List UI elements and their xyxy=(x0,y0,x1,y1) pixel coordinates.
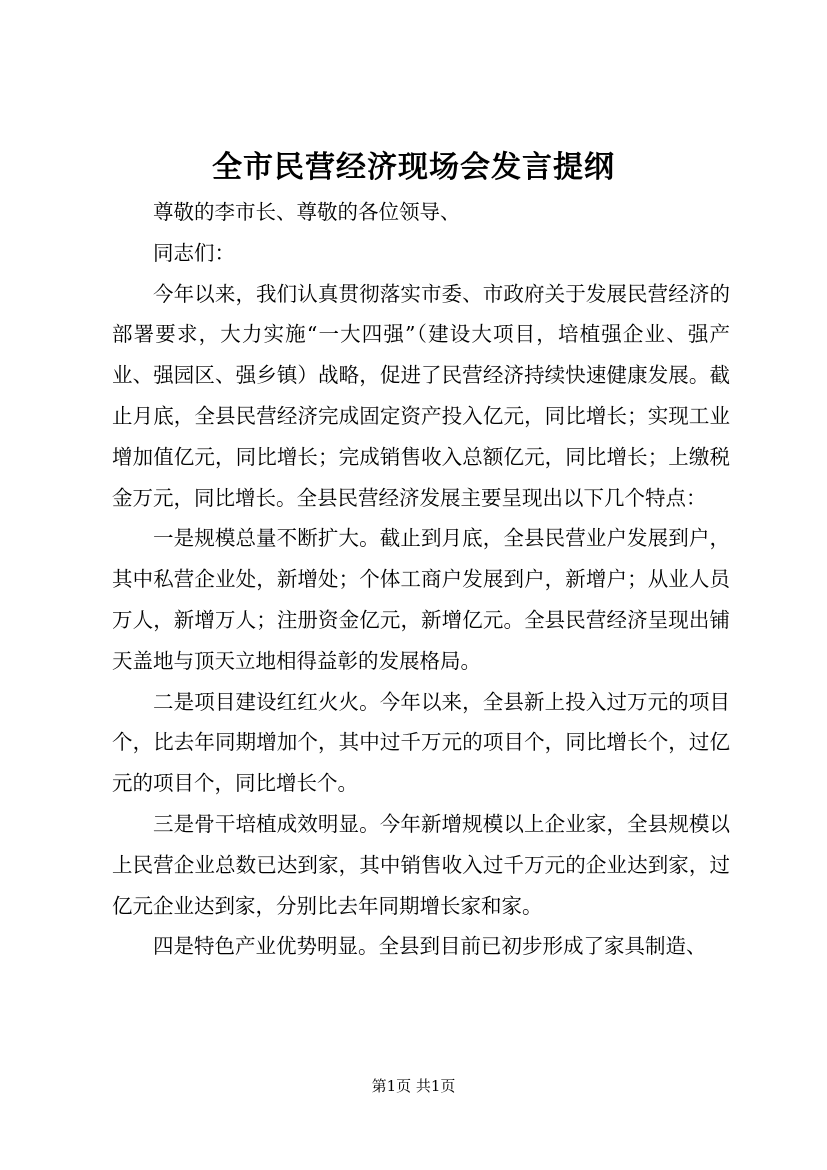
document-title: 全市民营经济现场会发言提纲 xyxy=(212,150,615,185)
salutation-line: 尊敬的李市长、尊敬的各位领导、 xyxy=(153,200,461,224)
page-number-footer: 第1页 共1页 xyxy=(371,1077,456,1095)
body-paragraph: 今年以来，我们认真贯彻落实市委、市政府关于发展民营经济的部署要求，大力实施“一大四强”（建设大项目，培植强企业、强产业、强园区、强乡镇）战略，促进了民营经济持续快速健康发展。截止月底，全县民营经济完成固定资产投入亿元，同比增长；实现工业增加值亿元，同比增长；完成销售收入总额亿元，同比增长；上缴税金万元，同比增长。全县民营经济发展主要呈现出以下几个特点： xyxy=(112,281,730,510)
document-body xyxy=(112,192,730,967)
salutation-line: 同志们： xyxy=(153,240,235,265)
body-paragraph: 二是项目建设红红火火。今年以来，全县新上投入过万元的项目个，比去年同期增加个，其中过千万元的项目个，同比增长个，过亿元的项目个，同比增长个。 xyxy=(112,689,730,796)
body-paragraph: 一是规模总量不断扩大。截止到月底，全县民营业户发展到户，其中私营企业处，新增处；个体工商户发展到户，新增户；从业人员万人，新增万人；注册资金亿元，新增亿元。全县民营经济呈现出铺天盖地与顶天立地相得益彰的发展格局。 xyxy=(112,526,730,673)
body-paragraph: 四是特色产业优势明显。全县到目前已初步形成了家具制造、 xyxy=(153,934,707,959)
body-paragraph: 三是骨干培植成效明显。今年新增规模以上企业家，全县规模以上民营企业总数已达到家，其中销售收入过千万元的企业达到家，过亿元企业达到家，分别比去年同期增长家和家。 xyxy=(112,811,730,918)
